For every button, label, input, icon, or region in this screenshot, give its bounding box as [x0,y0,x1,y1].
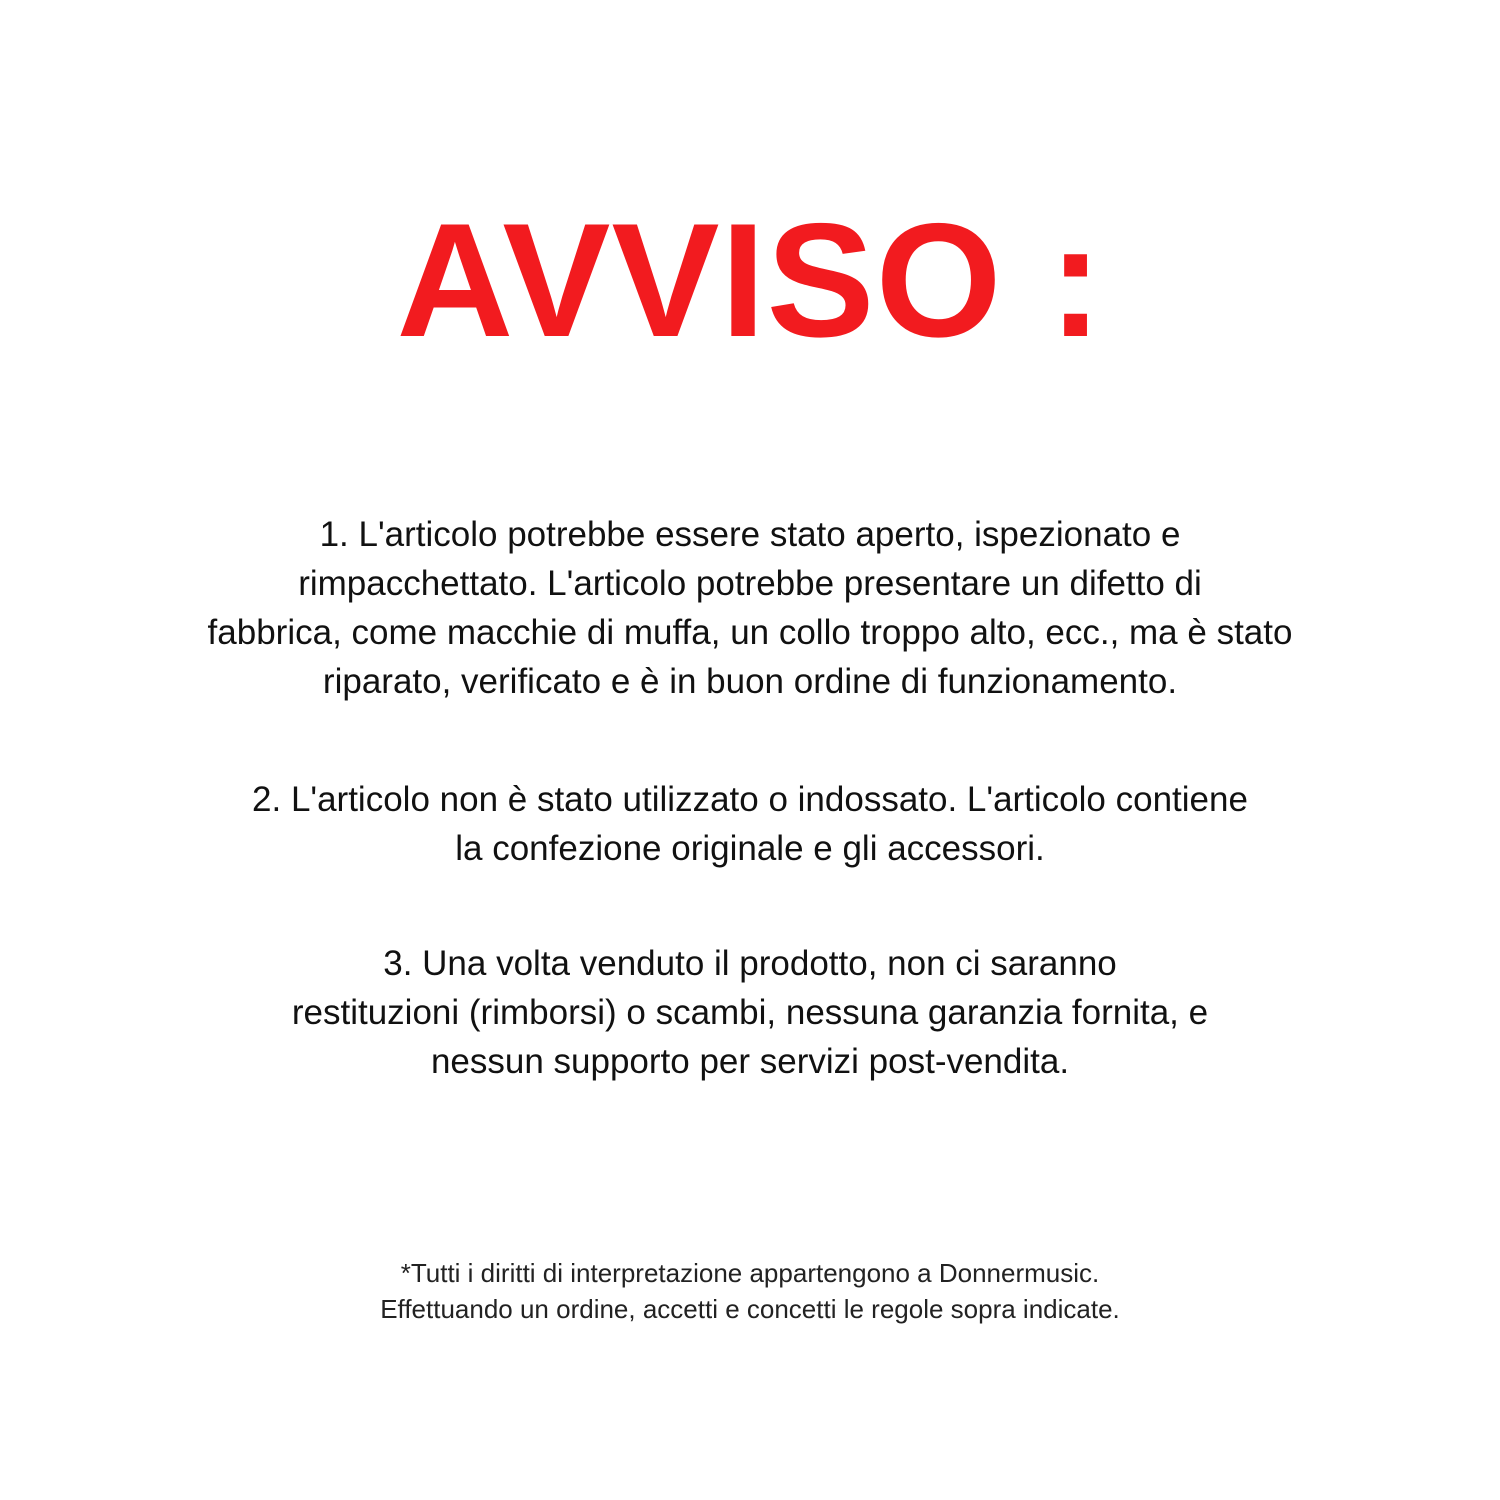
footnote-line: *Tutti i diritti di interpretazione appartengono a Donnermusic. [400,1258,1100,1288]
clause-line: 1. L'articolo potrebbe essere stato aperto, ispezionato e [319,515,1181,554]
footnote [0,1255,1500,1327]
clause-line: nessun supporto per servizi post-vendita. [430,1042,1070,1081]
clause-line: la confezione originale e gli accessori. [455,829,1045,868]
notice-clause-1 [0,510,1500,706]
footnote-line: Effettuando un ordine, accetti e concetti le regole sopra indicate. [380,1294,1120,1324]
notice-clause-3 [0,939,1500,1086]
clause-line: rimpacchettato. L'articolo potrebbe presentare un difetto di [298,564,1202,603]
clause-line: riparato, verificato e è in buon ordine di funzionamento. [322,662,1178,701]
clause-line: restituzioni (rimborsi) o scambi, nessuna garanzia fornita, e [291,993,1209,1032]
clause-line: fabbrica, come macchie di muffa, un collo troppo alto, ecc., ma è stato [207,613,1293,652]
clause-line: 3. Una volta venduto il prodotto, non ci saranno [383,944,1117,983]
notice-clause-2 [0,775,1500,873]
clause-line: 2. L'articolo non è stato utilizzato o indossato. L'articolo contiene [252,780,1248,819]
notice-title: AVVISO : [396,190,1104,371]
